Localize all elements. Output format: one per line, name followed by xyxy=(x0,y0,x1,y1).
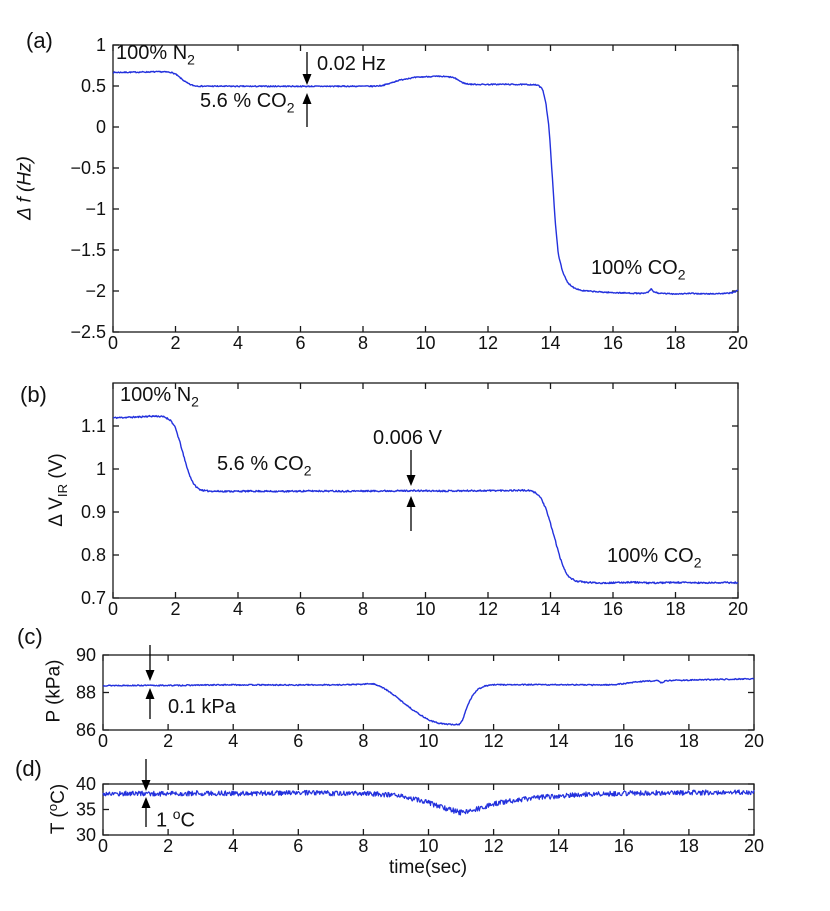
annotation-arrowhead-up xyxy=(303,93,312,104)
y-tick-label: 86 xyxy=(75,720,96,740)
gas-label-co2-pure-b-text: 100% CO xyxy=(607,545,694,567)
x-tick-label: 2 xyxy=(170,333,181,353)
y-tick-label: 0.8 xyxy=(80,545,106,565)
x-tick-label: 6 xyxy=(293,731,304,751)
x-tick-label: 20 xyxy=(727,333,749,353)
x-tick-label: 16 xyxy=(613,731,634,751)
gas-label-n2-a-text: 100% N xyxy=(116,42,188,64)
y-axis-label-temperature-text: T ( xyxy=(48,811,70,835)
y-axis-label-pressure-text: P (kPa) xyxy=(43,659,65,723)
y-axis-label-pressure xyxy=(45,659,64,722)
noise-amplitude-label-c xyxy=(168,697,236,717)
gas-label-co2-pure-a-subscript: 2 xyxy=(677,266,686,283)
annotation-arrowhead-down xyxy=(303,74,312,85)
gas-label-n2-a-subscript: 2 xyxy=(187,51,195,68)
noise-amplitude-label-c-text: 0.1 kPa xyxy=(168,696,236,718)
y-tick-label: 0.9 xyxy=(80,502,106,522)
gas-label-n2-b xyxy=(120,385,199,408)
y-axis-label-voltage-unit: (V) xyxy=(45,453,67,484)
x-tick-label: 14 xyxy=(540,599,561,619)
x-tick-label: 12 xyxy=(483,731,504,751)
x-tick-label: 16 xyxy=(602,333,624,353)
x-tick-label: 8 xyxy=(357,599,369,619)
x-tick-label: 10 xyxy=(418,731,439,751)
x-tick-label: 6 xyxy=(293,836,304,856)
x-tick-label: 10 xyxy=(418,836,439,856)
y-axis-label-temperature-degree: o xyxy=(44,803,60,812)
gas-label-co2-dilute-b-subscript: 2 xyxy=(303,462,312,479)
gas-label-co2-pure-b-subscript: 2 xyxy=(693,554,702,571)
panel-letter-c: (c) xyxy=(17,624,43,649)
x-tick-label: 4 xyxy=(228,731,239,751)
x-tick-label: 14 xyxy=(548,731,569,751)
x-tick-label: 8 xyxy=(357,333,369,353)
y-tick-label: −1 xyxy=(85,199,106,219)
gas-label-co2-dilute-b xyxy=(217,454,312,477)
noise-amplitude-label-b xyxy=(373,428,442,448)
gas-label-co2-pure-a-text: 100% CO xyxy=(591,257,678,279)
gas-label-n2-b-text: 100% N xyxy=(120,384,192,406)
x-tick-label: 16 xyxy=(602,599,624,619)
axis-box xyxy=(113,45,738,332)
annotation-arrowhead-up xyxy=(407,496,416,507)
noise-amplitude-label-b-text: 0.006 V xyxy=(373,427,442,449)
x-tick-label: 20 xyxy=(743,731,765,751)
y-tick-label: 88 xyxy=(75,682,96,703)
y-tick-label: 0.5 xyxy=(80,76,106,96)
y-axis-label-temperature xyxy=(46,784,68,834)
noise-amplitude-label-d-degree: o xyxy=(172,806,181,822)
annotation-arrowhead-down xyxy=(407,475,416,486)
x-tick-label: 8 xyxy=(358,836,369,856)
x-tick-label: 18 xyxy=(665,599,686,619)
x-tick-label: 12 xyxy=(483,836,504,856)
gas-label-co2-pure-a xyxy=(591,258,686,281)
y-tick-label: −2 xyxy=(85,281,106,301)
x-tick-label: 0 xyxy=(97,731,109,751)
x-tick-label: 14 xyxy=(540,333,561,353)
x-tick-label: 20 xyxy=(743,836,765,856)
noise-amplitude-label-d-unit: C xyxy=(180,809,195,832)
panel-letter-b: (b) xyxy=(20,382,47,407)
y-axis-label-voltage xyxy=(47,453,69,527)
y-axis-label-frequency-text: Δ f (Hz) xyxy=(14,156,36,220)
y-tick-label: 0.7 xyxy=(80,588,106,608)
series-line-temperature xyxy=(103,790,754,815)
x-tick-label: 10 xyxy=(415,599,436,619)
y-tick-label: 90 xyxy=(75,645,96,665)
y-tick-label: −1.5 xyxy=(70,240,106,260)
y-axis-label-voltage-subscript: IR xyxy=(54,483,70,498)
noise-amplitude-label-d xyxy=(156,807,195,831)
annotation-arrowhead-down xyxy=(146,670,155,681)
noise-amplitude-label-d-text: 1 xyxy=(156,809,173,832)
x-tick-label: 16 xyxy=(613,836,634,856)
x-tick-label: 12 xyxy=(477,599,499,619)
x-tick-label: 0 xyxy=(107,333,119,353)
x-tick-label: 8 xyxy=(358,731,369,751)
y-tick-label: 1.1 xyxy=(80,416,106,436)
y-tick-label: 35 xyxy=(75,799,96,820)
x-tick-label: 4 xyxy=(232,599,244,619)
x-tick-label: 2 xyxy=(163,836,174,856)
x-tick-label: 18 xyxy=(678,731,699,751)
y-axis-label-temperature-unit: C) xyxy=(48,783,70,804)
x-tick-label: 4 xyxy=(228,836,239,856)
annotation-arrowhead-down xyxy=(142,780,151,791)
gas-label-n2-a xyxy=(116,43,195,66)
x-tick-label: 10 xyxy=(415,333,436,353)
noise-amplitude-label-a xyxy=(317,54,386,74)
noise-amplitude-label-a-text: 0.02 Hz xyxy=(317,53,386,75)
y-tick-label: −0.5 xyxy=(70,158,106,178)
x-tick-label: 2 xyxy=(163,731,174,751)
x-tick-label: 18 xyxy=(678,836,699,856)
x-tick-label: 2 xyxy=(170,599,181,619)
x-tick-label: 0 xyxy=(97,836,109,856)
y-tick-label: 1 xyxy=(95,459,106,479)
gas-label-co2-dilute-a-subscript: 2 xyxy=(286,99,295,116)
y-axis-label-voltage-text: Δ V xyxy=(45,497,67,527)
x-tick-label: 4 xyxy=(232,333,244,353)
panel-letter-d: (d) xyxy=(15,756,42,781)
annotation-arrowhead-up xyxy=(146,688,155,699)
y-tick-label: 0 xyxy=(95,117,106,137)
y-tick-label: 40 xyxy=(75,774,96,794)
y-tick-label: 1 xyxy=(95,35,106,55)
x-tick-label: 0 xyxy=(107,599,119,619)
gas-label-co2-pure-b xyxy=(607,546,702,569)
x-tick-label: 12 xyxy=(477,333,499,353)
x-tick-label: 20 xyxy=(727,599,749,619)
panel-letter-a: (a) xyxy=(26,28,53,53)
y-axis-label-frequency xyxy=(16,156,35,220)
gas-label-n2-b-subscript: 2 xyxy=(191,393,199,410)
x-tick-label: 6 xyxy=(295,599,306,619)
y-tick-label: 30 xyxy=(75,825,96,845)
x-tick-label: 6 xyxy=(295,333,306,353)
gas-label-co2-dilute-a xyxy=(200,91,295,114)
x-axis-label-time: time(sec) xyxy=(388,857,468,878)
x-tick-label: 14 xyxy=(548,836,569,856)
gas-label-co2-dilute-b-text: 5.6 % CO xyxy=(217,453,304,475)
x-tick-label: 18 xyxy=(665,333,686,353)
gas-label-co2-dilute-a-text: 5.6 % CO xyxy=(200,90,287,112)
axis-box xyxy=(103,655,754,730)
annotation-arrowhead-up xyxy=(142,797,151,808)
y-tick-label: −2.5 xyxy=(70,322,106,342)
